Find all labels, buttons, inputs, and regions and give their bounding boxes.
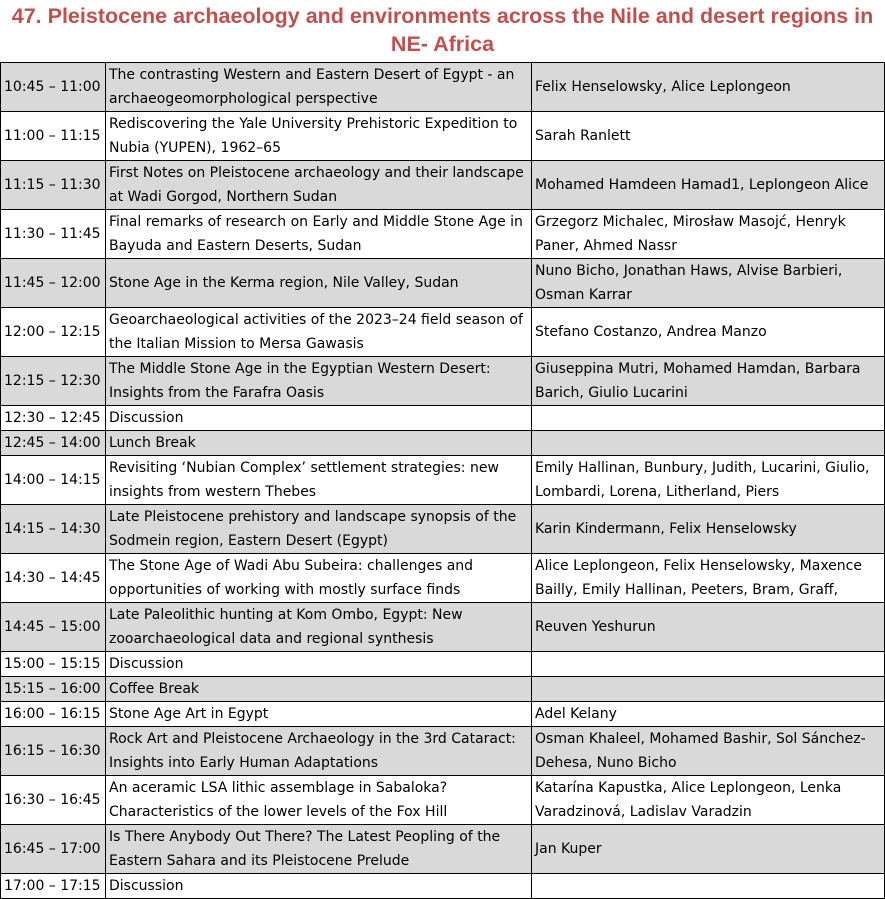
talk-title-cell: Is There Anybody Out There? The Latest Peopling of the Eastern Sahara and its Pleistocene Prelude xyxy=(106,825,532,874)
talk-title-cell: Revisiting ‘Nubian Complex’ settlement strategies: new insights from western Thebes xyxy=(106,456,532,505)
table-row xyxy=(1,727,885,776)
table-row xyxy=(1,210,885,259)
time-cell: 14:45 – 15:00 xyxy=(1,603,106,652)
time-cell: 15:15 – 16:00 xyxy=(1,677,106,702)
schedule-body xyxy=(1,63,885,899)
table-row xyxy=(1,456,885,505)
authors-cell: Sarah Ranlett xyxy=(532,112,885,161)
authors-cell: Mohamed Hamdeen Hamad1, Leplongeon Alice xyxy=(532,161,885,210)
time-cell: 16:00 – 16:15 xyxy=(1,702,106,727)
authors-cell: Giuseppina Mutri, Mohamed Hamdan, Barbara Barich, Giulio Lucarini xyxy=(532,357,885,406)
authors-cell: Felix Henselowsky, Alice Leplongeon xyxy=(532,63,885,112)
table-row xyxy=(1,431,885,456)
table-row xyxy=(1,825,885,874)
time-cell: 12:00 – 12:15 xyxy=(1,308,106,357)
talk-title-cell: Coffee Break xyxy=(106,677,532,702)
table-row xyxy=(1,259,885,308)
authors-cell: Nuno Bicho, Jonathan Haws, Alvise Barbieri, Osman Karrar xyxy=(532,259,885,308)
authors-cell xyxy=(532,677,885,702)
table-row xyxy=(1,63,885,112)
talk-title-cell: Discussion xyxy=(106,406,532,431)
table-row xyxy=(1,652,885,677)
authors-cell: Emily Hallinan, Bunbury, Judith, Lucarini, Giulio, Lombardi, Lorena, Litherland, Piers xyxy=(532,456,885,505)
authors-cell: Osman Khaleel, Mohamed Bashir, Sol Sánchez-Dehesa, Nuno Bicho xyxy=(532,727,885,776)
authors-cell: Alice Leplongeon, Felix Henselowsky, Maxence Bailly, Emily Hallinan, Peeters, Bram, Graff, xyxy=(532,554,885,603)
time-cell: 11:45 – 12:00 xyxy=(1,259,106,308)
talk-title-cell: Late Pleistocene prehistory and landscape synopsis of the Sodmein region, Eastern Desert (Egypt) xyxy=(106,505,532,554)
table-row xyxy=(1,505,885,554)
talk-title-cell: Stone Age in the Kerma region, Nile Valley, Sudan xyxy=(106,259,532,308)
authors-cell xyxy=(532,652,885,677)
authors-cell: Stefano Costanzo, Andrea Manzo xyxy=(532,308,885,357)
table-row xyxy=(1,776,885,825)
authors-cell xyxy=(532,874,885,899)
time-cell: 12:15 – 12:30 xyxy=(1,357,106,406)
authors-cell: Adel Kelany xyxy=(532,702,885,727)
time-cell: 10:45 – 11:00 xyxy=(1,63,106,112)
authors-cell: Jan Kuper xyxy=(532,825,885,874)
talk-title-cell: Lunch Break xyxy=(106,431,532,456)
talk-title-cell: Rock Art and Pleistocene Archaeology in the 3rd Cataract: Insights into Early Human Adaptations xyxy=(106,727,532,776)
time-cell: 11:15 – 11:30 xyxy=(1,161,106,210)
authors-cell xyxy=(532,431,885,456)
talk-title-cell: An aceramic LSA lithic assemblage in Sabaloka? Characteristics of the lower levels of the Fox Hill xyxy=(106,776,532,825)
time-cell: 14:15 – 14:30 xyxy=(1,505,106,554)
time-cell: 16:15 – 16:30 xyxy=(1,727,106,776)
talk-title-cell: First Notes on Pleistocene archaeology and their landscape at Wadi Gorgod, Northern Sudan xyxy=(106,161,532,210)
talk-title-cell: Late Paleolithic hunting at Kom Ombo, Egypt: New zooarchaeological data and regional synthesis xyxy=(106,603,532,652)
table-row xyxy=(1,406,885,431)
talk-title-cell: Geoarchaeological activities of the 2023–24 field season of the Italian Mission to Mersa Gawasis xyxy=(106,308,532,357)
time-cell: 15:00 – 15:15 xyxy=(1,652,106,677)
authors-cell xyxy=(532,406,885,431)
time-cell: 14:30 – 14:45 xyxy=(1,554,106,603)
time-cell: 16:45 – 17:00 xyxy=(1,825,106,874)
table-row xyxy=(1,677,885,702)
talk-title-cell: Stone Age Art in Egypt xyxy=(106,702,532,727)
table-row xyxy=(1,161,885,210)
talk-title-cell: Final remarks of research on Early and Middle Stone Age in Bayuda and Eastern Deserts, Sudan xyxy=(106,210,532,259)
time-cell: 12:30 – 12:45 xyxy=(1,406,106,431)
authors-cell: Grzegorz Michalec, Mirosław Masojć, Henryk Paner, Ahmed Nassr xyxy=(532,210,885,259)
time-cell: 16:30 – 16:45 xyxy=(1,776,106,825)
time-cell: 11:30 – 11:45 xyxy=(1,210,106,259)
authors-cell: Katarína Kapustka, Alice Leplongeon, Lenka Varadzinová, Ladislav Varadzin xyxy=(532,776,885,825)
talk-title-cell: The contrasting Western and Eastern Desert of Egypt - an archaeogeomorphological perspective xyxy=(106,63,532,112)
time-cell: 11:00 – 11:15 xyxy=(1,112,106,161)
table-row xyxy=(1,554,885,603)
talk-title-cell: Rediscovering the Yale University Prehistoric Expedition to Nubia (YUPEN), 1962–65 xyxy=(106,112,532,161)
time-cell: 12:45 – 14:00 xyxy=(1,431,106,456)
authors-cell: Reuven Yeshurun xyxy=(532,603,885,652)
table-row xyxy=(1,603,885,652)
table-row xyxy=(1,874,885,899)
page-title: 47. Pleistocene archaeology and environments across the Nile and desert regions in NE- Africa xyxy=(11,4,874,56)
schedule-table xyxy=(0,62,885,899)
talk-title-cell: The Stone Age of Wadi Abu Subeira: challenges and opportunities of working with mostly surface finds xyxy=(106,554,532,603)
talk-title-cell: Discussion xyxy=(106,652,532,677)
table-row xyxy=(1,702,885,727)
talk-title-cell: The Middle Stone Age in the Egyptian Western Desert: Insights from the Farafra Oasis xyxy=(106,357,532,406)
time-cell: 17:00 – 17:15 xyxy=(1,874,106,899)
talk-title-cell: Discussion xyxy=(106,874,532,899)
authors-cell: Karin Kindermann, Felix Henselowsky xyxy=(532,505,885,554)
table-row xyxy=(1,357,885,406)
table-row xyxy=(1,308,885,357)
time-cell: 14:00 – 14:15 xyxy=(1,456,106,505)
table-row xyxy=(1,112,885,161)
